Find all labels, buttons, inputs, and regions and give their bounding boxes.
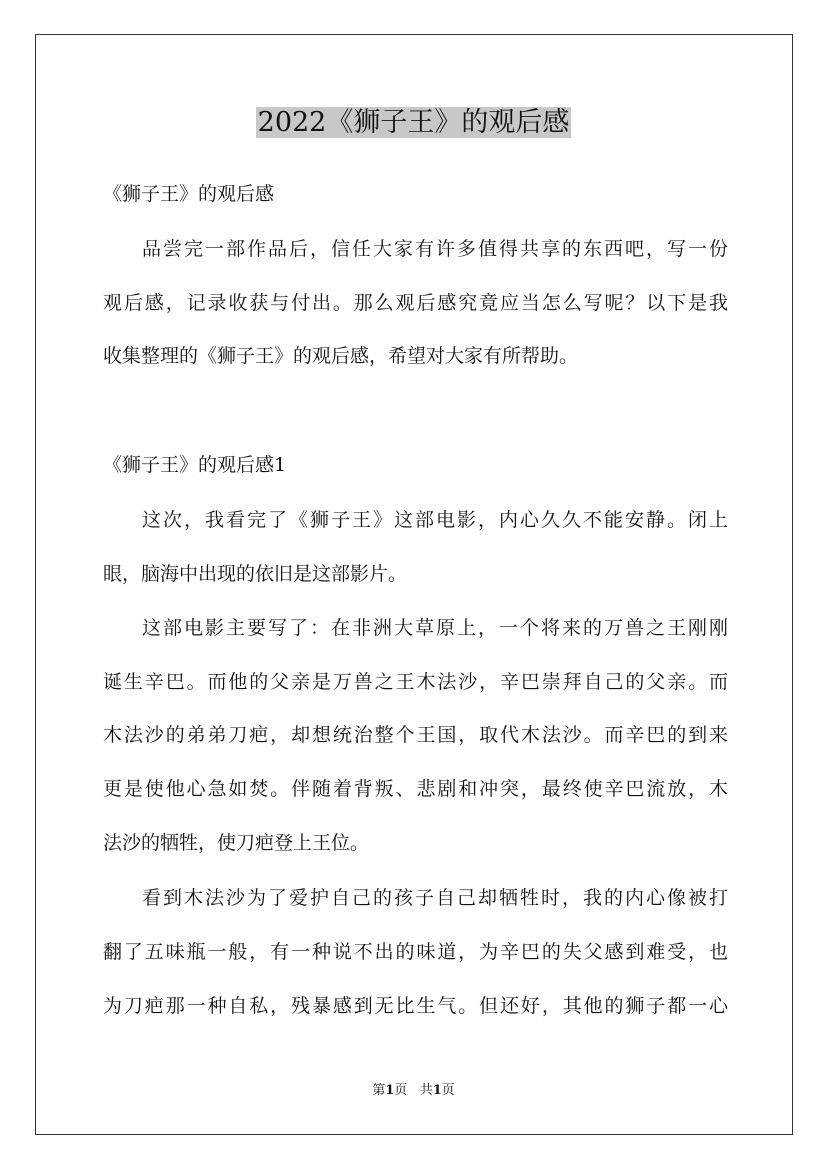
footer-prefix: 第 — [372, 1083, 386, 1098]
para2-line-4: 更是使他心急如焚。伴随着背叛、悲剧和冲突，最终使辛巴流放，木 — [103, 778, 728, 800]
para2-line-1: 这部电影主要写了：在非洲大草原上，一个将来的万兽之王刚刚 — [142, 617, 728, 639]
document-title-text: 2022《狮子王》的观后感 — [257, 107, 570, 138]
intro-line-3: 收集整理的《狮子王》的观后感，希望对大家有所帮助。 — [103, 345, 579, 367]
footer-page-number: 1 — [385, 1083, 395, 1098]
para1-line-2: 眼，脑海中出现的依旧是这部影片。 — [103, 563, 408, 585]
para1-line-1: 这次，我看完了《狮子王》这部电影，内心久久不能安静。闭上 — [142, 509, 728, 531]
footer-total-pages: 1 — [432, 1083, 442, 1098]
section-heading: 《狮子王》的观后感1 — [103, 454, 287, 476]
footer-total-suffix: 页 — [441, 1083, 455, 1098]
footer-total-prefix: 共 — [419, 1083, 433, 1098]
para2-line-3: 木法沙的弟弟刀疤，却想统治整个王国，取代木法沙。而辛巴的到来 — [103, 724, 728, 746]
para2-line-5: 法沙的牺牲，使刀疤登上王位。 — [103, 832, 370, 854]
para3-line-1: 看到木法沙为了爱护自己的孩子自己却牺牲时，我的内心像被打 — [142, 887, 728, 909]
subtitle: 《狮子王》的观后感 — [103, 183, 275, 205]
intro-line-1: 品尝完一部作品后，信任大家有许多值得共享的东西吧，写一份 — [142, 238, 728, 260]
para2-line-2: 诞生辛巴。而他的父亲是万兽之王木法沙，辛巴崇拜自己的父亲。而 — [103, 671, 728, 693]
document-title — [0, 104, 827, 142]
para3-line-3: 为刀疤那一种自私，残暴感到无比生气。但还好，其他的狮子都一心 — [103, 995, 728, 1017]
page-footer — [0, 1082, 827, 1100]
footer-page-suffix: 页 — [394, 1083, 408, 1098]
para3-line-2: 翻了五味瓶一般，有一种说不出的味道，为辛巴的失父感到难受，也 — [103, 941, 728, 963]
intro-line-2: 观后感，记录收获与付出。那么观后感究竟应当怎么写呢？以下是我 — [103, 292, 728, 314]
